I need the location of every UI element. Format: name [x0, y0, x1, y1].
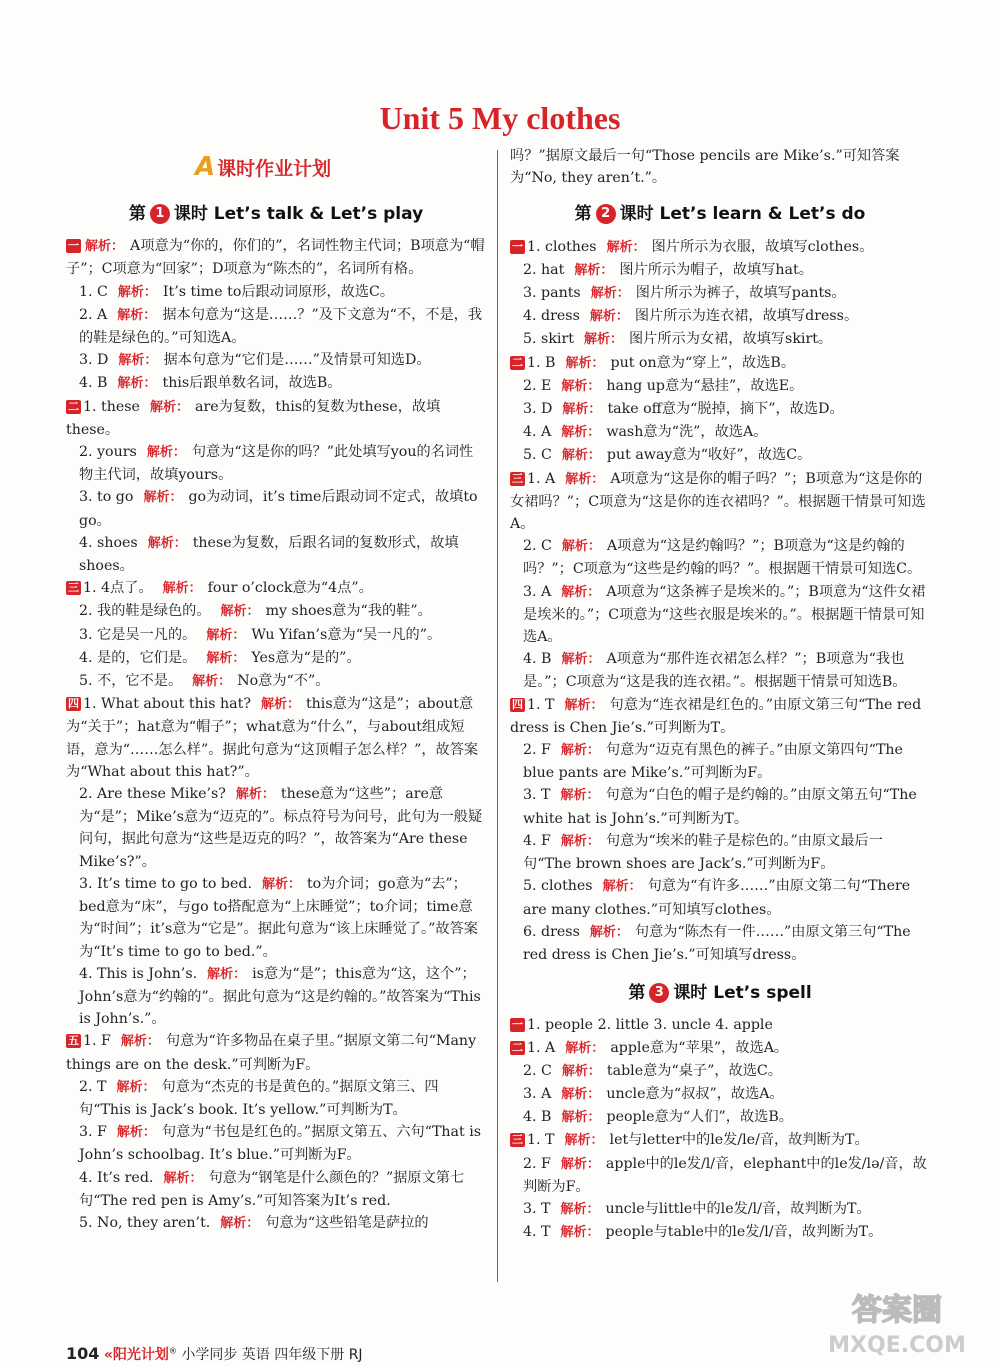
analysis-label: 解析： [561, 1110, 601, 1126]
analysis-text: is意为“是”；this意为“这，这个”；John’s意为“约翰的”。据此句意为“这是约翰的。”故答案为“This is John’s.”。 [79, 965, 481, 1028]
analysis-text: go为动词，it’s time后跟动词不定式，故填to go。 [79, 489, 478, 529]
analysis-label: 解析： [560, 1156, 600, 1172]
watermark-logo [822, 1282, 972, 1362]
analysis-text: put away意为“收好”，故选C。 [606, 447, 812, 464]
analysis-text: 据本句意为“它们是……”及情景可知选D。 [163, 352, 431, 369]
watermark-line1: 答案圈 [852, 1293, 942, 1328]
answer-value: 1. people 2. little 3. uncle 4. apple [527, 1017, 773, 1034]
unit-title: Unit 5 My clothes [379, 100, 621, 136]
analysis-label: 解析： [562, 402, 602, 418]
answer-value: 1. What about this hat? [83, 696, 251, 713]
answer-line [66, 624, 486, 647]
analysis-label: 解析： [162, 581, 202, 597]
analysis-text: 句意为“杰克的书是黄色的。”据原文第三、四句“This is Jack’s book. It’s yellow.”可判断为T。 [79, 1078, 439, 1118]
analysis-label: 解析： [146, 445, 186, 461]
analysis-text: 句意为“钢笔是什么颜色的？”据原文第七句“The red pen is Amy’s.”可知答案为It’s red. [79, 1169, 465, 1209]
answer-line [66, 349, 486, 372]
answer-line [510, 468, 930, 536]
page-number: 104 [66, 1344, 100, 1363]
answer-line [510, 875, 930, 920]
answer-line [66, 1167, 486, 1212]
answer-value: 4. A [523, 424, 552, 441]
analysis-text: 句意为“这些铅笔是萨拉的 [265, 1214, 429, 1231]
answer-value: 1. B [527, 354, 556, 371]
answer-line [510, 236, 930, 259]
analysis-label: 解析： [206, 627, 246, 643]
analysis-text: uncle意为“叔叔”，故选A。 [606, 1085, 784, 1102]
answer-value: 3. F [79, 1124, 107, 1141]
analysis-text: this意为“这是”；about意为“关于”；hat意为“帽子”；what意为“什么”，与about组成短语，意为“……怎么样”。据此句意为“这顶帽子怎么样？”，故答案为“What about this hat?”。 [66, 696, 479, 780]
answer-value: 4. B [523, 1109, 552, 1126]
section-marker: 三 [68, 581, 79, 595]
analysis-label: 解析： [116, 1079, 156, 1095]
section-marker: 四 [68, 697, 79, 711]
answer-value: 3. T [523, 787, 551, 804]
analysis-label: 解析： [260, 697, 300, 713]
answer-line [510, 694, 930, 739]
answer-line [510, 739, 930, 784]
analysis-label: 解析： [220, 604, 260, 620]
answer-line [66, 1030, 486, 1075]
section-marker: 五 [68, 1034, 79, 1048]
analysis-text: Wu Yifan’s意为“吴一凡的”。 [251, 626, 442, 643]
analysis-text: A项意为“这是你的帽子吗？”；B项意为“这是你的女裙吗？”；C项意为“这是你的连衣裙吗？”。根据题干情景可知选A。 [510, 470, 926, 533]
answer-line [66, 372, 486, 395]
analysis-text: 句意为“有许多……”由原文第二句“There are many clothes.”可知填写clothes。 [523, 878, 911, 918]
section-marker: 二 [512, 355, 523, 369]
answer-value: 3. D [79, 352, 109, 369]
analysis-text: A项意为“这条裤子是埃米的。”；B项意为“这件女裙是埃米的。”；C项意为“这些衣服是埃米的。”。根据题干情景可知选A。 [523, 583, 926, 646]
analysis-text: 句意为“连衣裙是红色的。”由原文第三句“The red dress is Chen Jie’s.”可判断为T。 [510, 696, 922, 736]
analysis-label: 解析： [560, 1225, 600, 1241]
analysis-text: table意为“桌子”，故选C。 [606, 1062, 782, 1079]
answer-value: 5. skirt [523, 331, 574, 348]
answer-value: 1. 4点了。 [83, 580, 153, 597]
analysis-text: people意为“人们”，故选B。 [606, 1109, 793, 1126]
answer-line [510, 1129, 930, 1152]
analysis-text: 图片所示为裤子，故填写pants。 [635, 285, 846, 302]
section-marker: 二 [68, 399, 79, 413]
answer-value: 3. T [523, 1200, 551, 1217]
analysis-label: 解析： [561, 425, 601, 441]
answer-value: 2. E [523, 377, 552, 394]
page-footer: 104 «阳光计划® 小学同步 英语 四年级下册 RJ [66, 1344, 363, 1363]
answer-value: 2. A [79, 306, 108, 323]
analysis-label: 解析： [220, 1215, 260, 1231]
answer-value: 3. pants [523, 285, 581, 302]
answer-value: 3. D [523, 401, 553, 418]
section-marker: 一 [68, 239, 79, 253]
answer-value: 2. Are these Mike’s? [79, 786, 226, 803]
analysis-label: 解析： [589, 309, 629, 325]
answer-value: 2. yours [79, 444, 137, 461]
lesson2-title-pre: 第 [574, 204, 592, 225]
answer-line [510, 259, 930, 282]
answer-line [66, 441, 486, 486]
answer-line [510, 535, 930, 580]
analysis-label: 解析： [561, 1086, 601, 1102]
answer-value: 1. A [527, 470, 556, 487]
answer-value: 3. A [523, 583, 552, 600]
answer-line [510, 352, 930, 375]
answer-value: 4. B [523, 651, 552, 668]
left-column [66, 195, 486, 1235]
answer-value: 2. C [523, 1062, 552, 1079]
analysis-text: hang up意为“悬挂”，故选E。 [606, 377, 804, 394]
analysis-label: 解析： [565, 355, 605, 371]
answer-value: 1. C [79, 283, 108, 300]
answer-line [510, 1106, 930, 1129]
analysis-text: 句意为“白色的帽子是约翰的。”由原文第五句“The white hat is John’s.”可判断为T。 [523, 787, 917, 827]
answer-line [510, 375, 930, 398]
analysis-label: 解析： [147, 535, 187, 551]
analysis-text: 图片所示为女裙，故填写skirt。 [628, 331, 833, 348]
answer-line [510, 1083, 930, 1106]
analysis-label: 解析： [261, 876, 301, 892]
analysis-label: 解析： [602, 879, 642, 895]
analysis-label: 解析： [561, 378, 601, 394]
lesson2-heading [510, 203, 930, 225]
analysis-label: 解析： [565, 471, 605, 487]
answer-value: 2. 我的鞋是绿色的。 [79, 603, 211, 620]
analysis-text: to为介词；go意为“去”；bed意为“床”，与go to搭配意为“上床睡觉”；to介词；time意为“时间”；it’s意为“它是”。据此句意为“该上床睡觉了。”故答案为“It’s time to go to bed.”。 [79, 875, 478, 960]
answer-line [510, 398, 930, 421]
analysis-text: Yes意为“是的”。 [251, 649, 361, 666]
lesson3-title: 课时 Let’s spell [673, 983, 812, 1004]
analysis-label: 解析： [574, 262, 614, 278]
answer-line [66, 577, 486, 600]
analysis-text: put on意为“穿上”，故选B。 [610, 354, 796, 371]
analysis-text: A项意为“那件连衣裙怎么样？”；B项意为“我也是。”；C项意为“这是我的连衣裙。”。根据题干情景可知选B。 [523, 651, 907, 691]
answer-value: 3. 它是吴一凡的。 [79, 626, 197, 643]
lesson1-number-badge: 1 [150, 204, 170, 224]
lesson3-answers [510, 1014, 930, 1244]
answer-value: 4. B [79, 375, 108, 392]
analysis-text: these意为“这些”；are意为“是”；Mike’s意为“迈克的”。标点符号为问号，此句为一般疑问句，据此句意为“这些是迈克的吗？”，故答案为“Are these Mike’s?”。 [79, 786, 483, 870]
answer-value: 5. clothes [523, 878, 593, 895]
answer-value: 1. F [83, 1033, 111, 1050]
lesson3-number-badge: 3 [649, 983, 669, 1003]
analysis-label: 解析： [590, 286, 630, 302]
answer-line [510, 444, 930, 467]
answer-line [510, 1014, 930, 1036]
answer-value: 1. T [527, 696, 555, 713]
analysis-text: 句意为“这是你的吗？”此处填写you的名词性物主代词，故填yours。 [79, 444, 474, 484]
analysis-label: 解析： [120, 1034, 160, 1050]
answer-line [510, 1037, 930, 1060]
answer-value: 3. to go [79, 489, 134, 506]
answer-value: 4. T [523, 1224, 551, 1241]
analysis-label: 解析： [561, 539, 601, 555]
analysis-text: are为复数，this的复数为these，故填these。 [66, 398, 441, 438]
analysis-label: 解析： [117, 307, 157, 323]
section-marker: 一 [512, 239, 523, 253]
answer-value: 1. A [527, 1039, 556, 1056]
analysis-text: these为复数，后跟名词的复数形式，故填shoes。 [79, 534, 459, 575]
answer-line [510, 282, 930, 305]
answer-line [66, 963, 486, 1031]
answer-line [66, 532, 486, 577]
analysis-label: 解析： [117, 376, 157, 392]
answer-line [510, 830, 930, 875]
answer-value: 2. C [523, 538, 552, 555]
answer-line [510, 581, 930, 649]
lesson1-title-pre: 第 [128, 204, 146, 224]
answer-line [510, 921, 930, 966]
answer-value: 6. dress [523, 923, 580, 940]
analysis-label: 解析： [207, 966, 247, 982]
analysis-label: 解析： [589, 924, 629, 940]
analysis-label: 解析： [561, 652, 601, 668]
answer-line [510, 648, 930, 693]
footer-brand-arrows: « [103, 1347, 113, 1363]
answer-value: 5. No, they aren’t. [79, 1214, 211, 1231]
answer-line [510, 784, 930, 829]
analysis-text: 句意为“迈克有黑色的裤子。”由原文第四句“The blue pants are Mike’s.”可判断为F。 [523, 742, 903, 782]
answer-line [510, 421, 930, 444]
analysis-label: 解析： [116, 1125, 156, 1141]
answer-line [66, 670, 486, 693]
analysis-text: take off意为“脱掉，摘下”，故选D。 [607, 401, 844, 418]
footer-text: 小学同步 英语 四年级下册 RJ [181, 1347, 363, 1363]
analysis-text: 句意为“许多物品在桌子里。”据原文第二句“Many things are on the desk.”可判断为F。 [66, 1033, 477, 1073]
analysis-label: 解析： [149, 399, 189, 415]
answer-value: 4. This is John’s. [79, 965, 198, 982]
answer-line [66, 783, 486, 873]
answer-value: 3. It’s time to go to bed. [79, 875, 252, 892]
analysis-text: It’s time to后跟动词原形，故选C。 [162, 283, 395, 300]
analysis-label: 解析： [606, 239, 646, 255]
analysis-label: 解析： [561, 584, 601, 600]
analysis-text: 句意为“书包是红色的。”据原文第五、六句“That is John’s schoolbag. It’s blue.”可判断为F。 [79, 1124, 482, 1164]
lesson2-answers [510, 236, 930, 967]
watermark-line2: MXQE.COM [828, 1333, 966, 1358]
answer-line [510, 1060, 930, 1083]
analysis-label: 解析： [564, 1133, 604, 1149]
answer-value: 1. T [527, 1132, 555, 1149]
answer-line [510, 1198, 930, 1221]
lesson3-heading [510, 982, 930, 1004]
answer-value: 5. C [523, 447, 552, 464]
analysis-label: 解析： [118, 353, 158, 369]
section-banner [195, 152, 331, 182]
analysis-text: wash意为“洗”，故选A。 [606, 424, 768, 441]
analysis-label: 解析： [560, 833, 600, 849]
lesson1-answers [66, 235, 486, 1235]
answer-value: 4. dress [523, 308, 580, 325]
answer-value: 4. 是的，它们是。 [79, 649, 197, 666]
analysis-label: 解析： [583, 332, 623, 348]
analysis-label: 解析： [560, 1201, 600, 1217]
analysis-text: 句意为“陈杰有一件……”由原文第三句“The red dress is Chen Jie’s.”可知填写dress。 [523, 923, 911, 963]
answer-line [66, 235, 486, 280]
answer-value: 4. shoes [79, 534, 138, 551]
lesson1-title: 课时 Let’s talk & Let’s play [173, 204, 424, 224]
answer-line [510, 305, 930, 328]
analysis-label: 解析： [560, 788, 600, 804]
analysis-label: 解析： [565, 1040, 605, 1056]
answer-value: 4. It’s red. [79, 1169, 154, 1186]
analysis-label: 解析： [117, 284, 157, 300]
answer-line [66, 396, 486, 441]
answer-value: 4. F [523, 832, 551, 849]
analysis-text: A项意为“你的，你们的”，名词性物主代词；B项意为“帽子”；C项意为“回家”；D项意为“陈杰的”，名词所有格。 [66, 238, 485, 278]
footer-brand: 阳光计划 [112, 1347, 169, 1363]
lesson1-heading [66, 203, 486, 225]
answer-line [66, 1076, 486, 1121]
column-divider [497, 150, 498, 1282]
answer-line [66, 647, 486, 670]
analysis-label: 解析： [560, 743, 600, 759]
banner-letter: A [195, 152, 216, 182]
analysis-text: let与letter中的le发/le/音，故判断为T。 [609, 1132, 869, 1149]
answer-line [66, 693, 486, 783]
section-marker: 一 [512, 1018, 523, 1032]
analysis-label: 解析： [564, 697, 604, 713]
answer-line [510, 1221, 930, 1244]
analysis-label: 解析： [192, 674, 232, 690]
analysis-text: apple意为“苹果”，故选A。 [610, 1039, 789, 1056]
answer-line [510, 1153, 930, 1198]
analysis-label: 解析： [561, 448, 601, 464]
analysis-label: 解析： [235, 787, 275, 803]
analysis-text: 图片所示为连衣裙，故填写dress。 [634, 308, 859, 325]
answer-value: 2. hat [523, 261, 565, 278]
section-marker: 三 [512, 1133, 523, 1147]
analysis-label: 解析： [163, 1170, 203, 1186]
analysis-text: apple中的le发/l/音，elephant中的le发/lə/音，故判断为F。 [523, 1155, 927, 1195]
answer-line [66, 304, 486, 349]
lesson3-title-pre: 第 [628, 983, 646, 1004]
answer-value: 2. F [523, 742, 551, 759]
answer-value: 1. these [83, 398, 140, 415]
lesson2-title: 课时 Let’s learn & Let’s do [619, 204, 866, 225]
analysis-text: No意为“不”。 [237, 673, 330, 690]
banner-text: 课时作业计划 [217, 158, 332, 180]
analysis-text: 图片所示为衣服，故填写clothes。 [651, 238, 874, 255]
analysis-label: 解析： [85, 239, 125, 255]
answer-value: 2. T [79, 1078, 107, 1095]
answer-line [66, 600, 486, 623]
analysis-text: 图片所示为帽子，故填写hat。 [619, 261, 813, 278]
answer-line [66, 281, 486, 304]
analysis-text: my shoes意为“我的鞋”。 [265, 603, 432, 620]
analysis-label: 解析： [206, 650, 246, 666]
right-column [510, 145, 930, 1244]
section-marker: 四 [512, 697, 523, 711]
analysis-text: four o’clock意为“4点”。 [207, 580, 373, 597]
answer-line [66, 873, 486, 963]
analysis-text: uncle与little中的le发/l/音，故判断为T。 [605, 1200, 871, 1217]
answer-line [66, 1212, 486, 1235]
analysis-text: 句意为“埃米的鞋子是棕色的。”由原文最后一句“The brown shoes are Jack’s.”可判断为F。 [523, 832, 883, 873]
answer-line [510, 328, 930, 351]
analysis-text: A项意为“这是约翰吗？”；B项意为“这是约翰的吗？”；C项意为“这些是约翰的吗？”。根据题干情景可知选C。 [523, 538, 922, 578]
answer-line [66, 486, 486, 531]
analysis-text: 据本句意为“这是……？”及下文意为“不，不是，我的鞋是绿色的。”可知选A。 [79, 306, 483, 347]
answer-value: 3. A [523, 1085, 552, 1102]
answer-value: 2. F [523, 1155, 551, 1172]
answer-value: 5. 不，它不是。 [79, 673, 183, 690]
answer-value: 1. clothes [527, 238, 597, 255]
section-marker: 三 [512, 471, 523, 485]
analysis-label: 解析： [143, 490, 183, 506]
continued-text: 吗？”据原文最后一句“Those pencils are Mike’s.”可知答案为“No, they aren’t.”。 [510, 148, 900, 187]
analysis-text: this后跟单数名词，故选B。 [162, 375, 342, 392]
section-marker: 二 [512, 1040, 523, 1054]
answer-line [66, 1121, 486, 1166]
lesson2-number-badge: 2 [596, 204, 616, 224]
analysis-text: people与table中的le发/l/音，故判断为T。 [605, 1224, 883, 1241]
analysis-label: 解析： [561, 1063, 601, 1079]
